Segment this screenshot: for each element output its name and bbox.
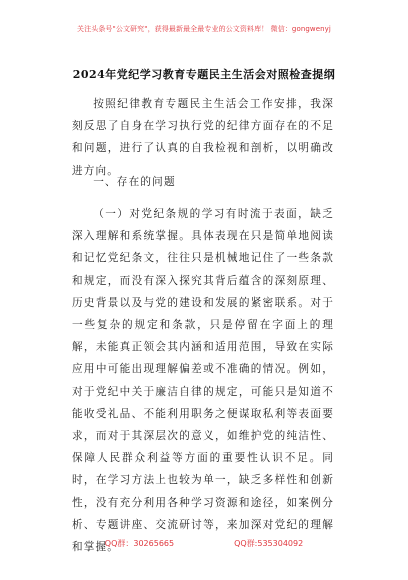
- document-title: 2024年党纪学习教育专题民主生活会对照检查提纲: [72, 68, 336, 81]
- footer-qq-group-2: QQ群:535304092: [234, 539, 304, 548]
- footer-qq-group-1: QQ群：30265665: [104, 539, 175, 548]
- paragraph-1: （一）对党纪条规的学习有时流于表面，缺乏深入理解和系统掌握。具体表现在只是简单地阅读和记忆党纪条文，往往只是机械地记住了一些条款和规定，而没有深入探究其背后蕴含的深刻原理、历史背景以及与党的建设和发展的紧密联系。对于一些复杂的规定和条款，只是停留在字面上的理解，未能真正领会其内涵和适用范围，导致在实际应用中可能出现理解偏差或不准确的情况。例如，对于党纪中关于廉洁自律的规定，可能只是知道不能收受礼品、不能利用职务之便谋取私利等表面要求，而对于其深层次的意义，如维护党的纯洁性、保障人民群众利益等方面的重要性认识不足。同时，在学习方法上也较为单一，缺乏多样性和创新性，没有充分利用各种学习资源和途径，如案例分析、专题讲座、交流研讨等，来加深对党纪的理解和掌握。: [72, 208, 334, 554]
- header-banner: 关注头条号"公文研究"，获得最新最全最专业的公文资料库！ 微信：gongwenyj: [77, 25, 331, 33]
- intro-paragraph: 按照纪律教育专题民主生活会工作安排，我深刻反思了自身在学习执行党的纪律方面存在的不足和问题，进行了认真的自我检视和剖析，以明确改进方向。: [72, 98, 334, 177]
- footer: [0, 538, 408, 549]
- section-heading: 一、存在的问题: [93, 176, 176, 188]
